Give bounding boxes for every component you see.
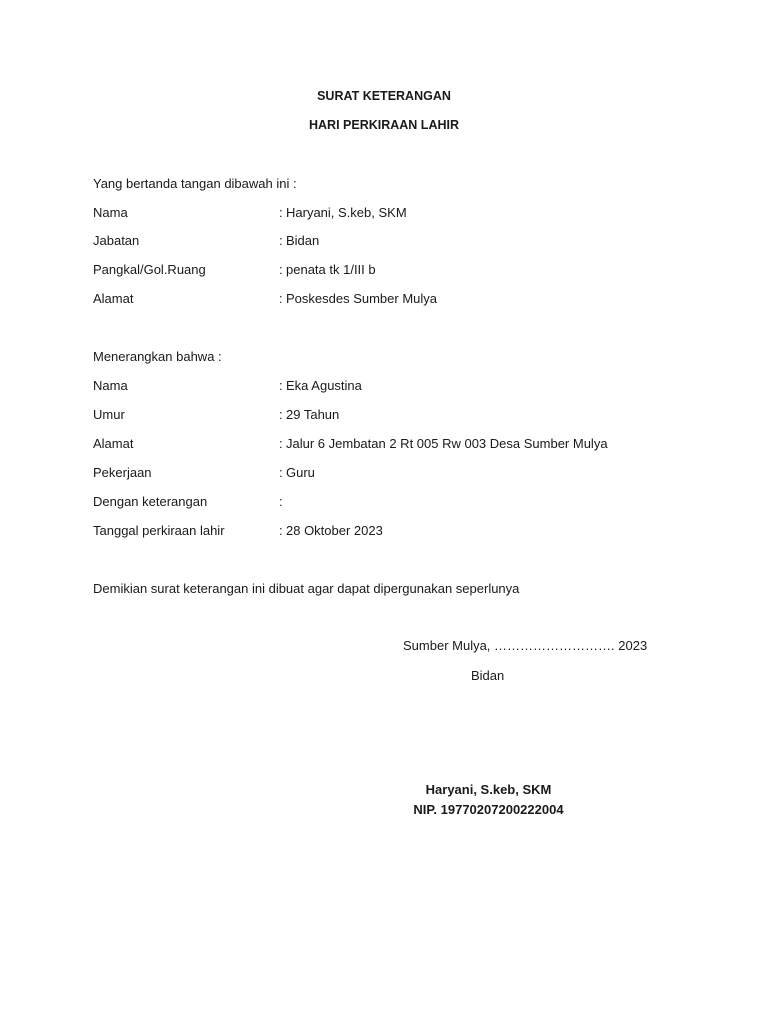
signer-row-address xyxy=(93,291,693,309)
field-label: Pangkal/Gol.Ruang xyxy=(93,262,206,277)
intro-text: Yang bertanda tangan dibawah ini : xyxy=(93,176,297,191)
signer-name: Haryani, S.keb, SKM xyxy=(425,782,552,797)
document-title: SURAT KETERANGAN xyxy=(317,89,451,103)
statement-text: Menerangkan bahwa : xyxy=(93,349,222,364)
signer-row-name xyxy=(93,205,693,223)
signer-nip: NIP. 19770207200222004 xyxy=(413,802,564,817)
field-colon: : xyxy=(279,407,283,422)
subject-row-name xyxy=(93,378,693,396)
subject-row-due-date xyxy=(93,523,693,541)
signer-role: Bidan xyxy=(471,668,505,683)
field-value: Haryani, S.keb, SKM xyxy=(286,205,407,220)
field-label: Nama xyxy=(93,378,128,393)
field-colon: : xyxy=(279,378,283,393)
field-label: Tanggal perkiraan lahir xyxy=(93,523,225,538)
field-label: Jabatan xyxy=(93,233,140,248)
field-label: Dengan keterangan xyxy=(93,494,208,509)
field-value: Guru xyxy=(286,465,315,480)
field-label: Alamat xyxy=(93,291,134,306)
field-value: Jalur 6 Jembatan 2 Rt 005 Rw 003 Desa Sumber Mulya xyxy=(286,436,608,451)
field-label: Alamat xyxy=(93,436,134,451)
field-colon: : xyxy=(279,523,283,538)
subject-row-age xyxy=(93,407,693,425)
document-subtitle: HARI PERKIRAAN LAHIR xyxy=(309,118,459,132)
field-value: penata tk 1/III b xyxy=(286,262,376,277)
field-colon: : xyxy=(279,291,283,306)
field-value: 29 Tahun xyxy=(286,407,340,422)
field-colon: : xyxy=(279,205,283,220)
field-value: Poskesdes Sumber Mulya xyxy=(286,291,438,306)
subject-row-occupation xyxy=(93,465,693,483)
field-value: 28 Oktober 2023 xyxy=(286,523,383,538)
place-date: Sumber Mulya, ………………………. 2023 xyxy=(403,638,648,653)
field-label: Nama xyxy=(93,205,128,220)
subject-row-remarks xyxy=(93,494,693,512)
field-colon: : xyxy=(279,494,283,509)
field-label: Pekerjaan xyxy=(93,465,152,480)
field-colon: : xyxy=(279,233,283,248)
field-colon: : xyxy=(279,436,283,451)
signer-row-rank xyxy=(93,262,693,280)
field-colon: : xyxy=(279,262,283,277)
field-label: Umur xyxy=(93,407,125,422)
field-value: Bidan xyxy=(286,233,320,248)
subject-row-address xyxy=(93,436,693,454)
signer-row-position xyxy=(93,233,693,251)
closing-text: Demikian surat keterangan ini dibuat agar dapat dipergunakan seperlunya xyxy=(93,581,520,596)
field-colon: : xyxy=(279,465,283,480)
field-value: Eka Agustina xyxy=(286,378,362,393)
